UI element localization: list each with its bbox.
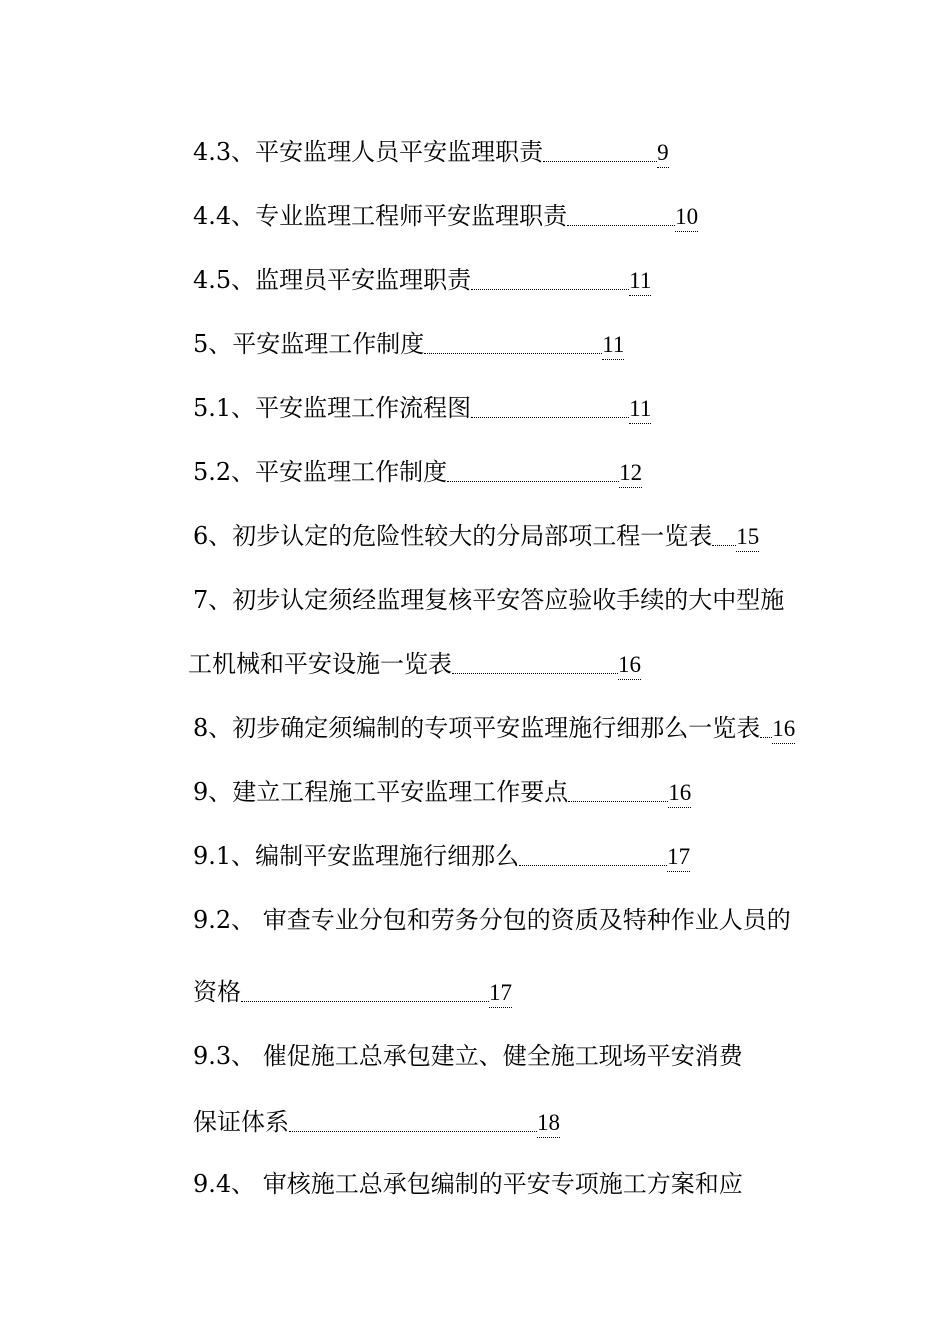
toc-page-number: 11 xyxy=(629,395,651,424)
toc-entry-label: 6、初步认定的危险性较大的分局部项工程一览表 xyxy=(193,522,713,550)
toc-entry[interactable] xyxy=(193,192,698,232)
toc-entry[interactable] xyxy=(193,1160,743,1200)
toc-page-number: 11 xyxy=(629,267,651,296)
toc-leader xyxy=(289,1106,537,1138)
toc-leader xyxy=(519,840,667,872)
toc-leader xyxy=(567,200,675,232)
toc-leader xyxy=(241,976,489,1008)
toc-entry[interactable] xyxy=(193,256,651,296)
toc-entry-label: 9、建立工程施工平安监理工作要点 xyxy=(193,778,569,806)
toc-leader xyxy=(471,264,629,296)
toc-entry-label: 4.5、监理员平安监理职责 xyxy=(193,266,472,294)
toc-entry-label: 资格 xyxy=(193,978,241,1006)
toc-entry-label: 保证体系 xyxy=(193,1108,289,1136)
toc-page-number: 10 xyxy=(675,203,698,232)
toc-leader xyxy=(760,712,772,744)
toc-leader xyxy=(568,776,668,808)
toc-entry[interactable] xyxy=(193,512,759,552)
toc-entry[interactable] xyxy=(193,576,784,616)
toc-page-number: 17 xyxy=(667,843,690,872)
toc-entry[interactable] xyxy=(193,1098,560,1138)
toc-entry[interactable] xyxy=(193,704,795,744)
toc-entry[interactable] xyxy=(193,968,512,1008)
toc-entry[interactable] xyxy=(193,320,624,360)
toc-entry-label: 5.2、平安监理工作制度 xyxy=(193,458,448,486)
toc-leader xyxy=(543,136,657,168)
toc-page-number: 11 xyxy=(602,331,624,360)
toc-entry-label: 9.3、 催促施工总承包建立、健全施工现场平安消费 xyxy=(193,1042,743,1070)
toc-entry-label: 9.1、编制平安监理施行细那么 xyxy=(193,842,520,870)
toc-entry-label: 工机械和平安设施一览表 xyxy=(188,650,452,678)
toc-leader xyxy=(452,648,618,680)
toc-page-number: 16 xyxy=(618,651,641,680)
toc-page-number: 18 xyxy=(537,1109,560,1138)
toc-leader xyxy=(712,520,736,552)
toc-leader xyxy=(424,328,602,360)
toc-entry[interactable] xyxy=(193,128,669,168)
toc-entry[interactable] xyxy=(188,640,641,680)
toc-entry-label: 4.4、专业监理工程师平安监理职责 xyxy=(193,202,568,230)
toc-entry-label: 5、平安监理工作制度 xyxy=(193,330,425,358)
toc-entry[interactable] xyxy=(193,384,651,424)
toc-entry[interactable] xyxy=(193,832,690,872)
toc-page-number: 12 xyxy=(619,459,642,488)
toc-entry-label: 9.2、 审查专业分包和劳务分包的资质及特种作业人员的 xyxy=(193,906,791,934)
toc-entry[interactable] xyxy=(193,896,791,936)
toc-entry[interactable] xyxy=(193,1032,743,1072)
toc-page-number: 9 xyxy=(657,139,669,168)
toc-entry-label: 8、初步确定须编制的专项平安监理施行细那么一览表 xyxy=(193,714,761,742)
toc-page-number: 15 xyxy=(736,523,759,552)
toc-leader xyxy=(447,456,619,488)
toc-entry-label: 5.1、平安监理工作流程图 xyxy=(193,394,472,422)
toc-entry-label: 7、初步认定须经监理复核平安答应验收手续的大中型施 xyxy=(193,586,785,614)
toc-entry-label: 9.4、 审核施工总承包编制的平安专项施工方案和应 xyxy=(193,1170,743,1198)
toc-page-number: 16 xyxy=(772,715,795,744)
toc-entry-label: 4.3、平安监理人员平安监理职责 xyxy=(193,138,544,166)
toc-leader xyxy=(471,392,629,424)
toc-page-number: 16 xyxy=(668,779,691,808)
toc-entry[interactable] xyxy=(193,448,642,488)
toc-page-number: 17 xyxy=(489,979,512,1008)
toc-entry[interactable] xyxy=(193,768,691,808)
